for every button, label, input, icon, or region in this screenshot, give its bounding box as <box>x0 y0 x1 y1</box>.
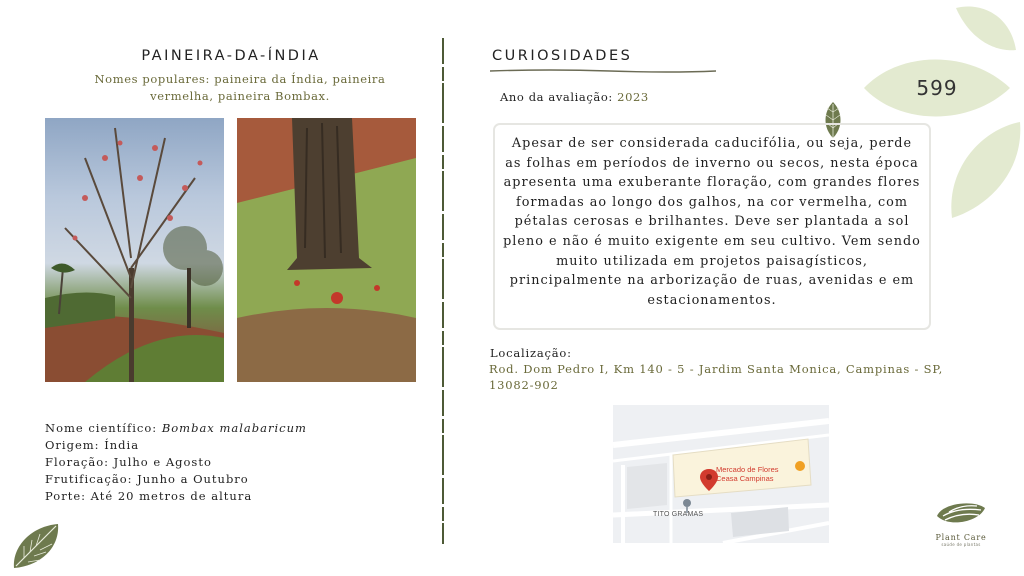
trunk-photo <box>237 118 416 382</box>
tree-photo <box>45 118 224 382</box>
decorative-leaf-bottom-left <box>10 522 62 570</box>
year-value: 2023 <box>617 90 649 104</box>
map-pin-label <box>716 466 779 483</box>
popular-names-line-2: vermelha, paineira Bombax. <box>150 89 330 103</box>
title-underline <box>490 68 716 74</box>
logo-leaf-icon <box>935 500 987 528</box>
map-road-label: TITO GRAMAS <box>653 511 704 518</box>
flowering: Floração: Julho e Agosto <box>45 455 212 469</box>
location-label: Localização: <box>490 346 572 360</box>
popular-names-line-1: Nomes populares: paineira da Índia, paineira <box>94 72 386 86</box>
plant-care-logo <box>925 500 997 547</box>
map-pin-label-line-2: Ceasa Campinas <box>716 473 774 483</box>
scientific-name-row <box>45 420 307 437</box>
vertical-divider <box>441 38 445 544</box>
map-pin-label-line-1: Mercado de Flores <box>716 465 779 474</box>
tree-photo-illustration <box>45 118 224 382</box>
evaluation-year <box>500 90 649 104</box>
scientific-name-value: Bombax malabaricum <box>161 421 307 435</box>
map-place-icon <box>683 499 691 507</box>
plant-info <box>45 420 307 505</box>
popular-names <box>70 71 410 105</box>
location-value: Rod. Dom Pedro I, Km 140 - 5 - Jardim Santa Monica, Campinas - SP, 13082-902 <box>489 362 944 392</box>
size: Porte: Até 20 metros de altura <box>45 489 253 503</box>
fruiting: Frutificação: Junho a Outubro <box>45 472 249 486</box>
scientific-name-label: Nome científico: <box>45 421 158 435</box>
plant-number-badge: 599 <box>916 76 958 100</box>
curiosities-title: CURIOSIDADES <box>492 48 633 64</box>
location-map[interactable] <box>613 405 829 543</box>
trunk-photo-illustration <box>237 118 416 382</box>
origin: Origem: Índia <box>45 438 140 452</box>
description-box <box>493 123 931 330</box>
year-label: Ano da avaliação: <box>500 90 613 104</box>
description-text: Apesar de ser considerada caducifólia, ou seja, perde as folhas em períodos de inverno ou secos, nesta época apresenta uma exuberante floração, com grandes flores formadas ao longo dos galhos, na cor vermelha, com pétalas cerosas e brilhantes. Deve ser plantada a sol pleno e não é muito exigente em seu cultivo. Vem sendo muito utilizada em projetos paisagísticos, principalmente na arborização de ruas, avenidas e em estacionamentos. <box>503 136 921 308</box>
plant-name-title: PAINEIRA-DA-ÍNDIA <box>141 48 321 64</box>
logo-name: Plant Care <box>935 533 987 542</box>
logo-tagline: saúde de plantas <box>941 542 981 547</box>
map-poi-icon <box>795 461 805 471</box>
